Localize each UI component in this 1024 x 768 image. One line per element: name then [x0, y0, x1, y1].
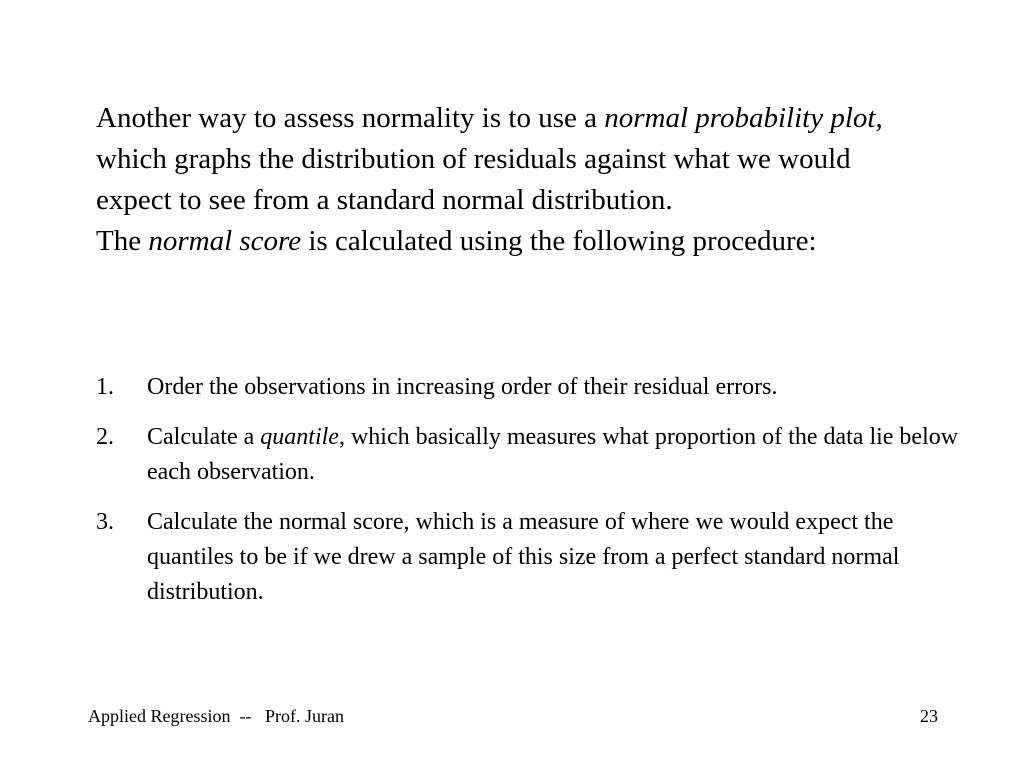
procedure-step-1	[96, 370, 986, 405]
intro-p2-text-b: is calculated using the following procedure:	[301, 225, 817, 257]
step-number: 2.	[96, 424, 114, 450]
intro-paragraph-1	[96, 98, 926, 221]
step-text-a: Calculate a	[147, 424, 261, 450]
footer-page-number: 23	[920, 706, 938, 726]
step-text-b: , which basically measures what proportion of the data lie below each observation.	[147, 424, 959, 485]
intro-p2-text-a: The	[96, 225, 149, 257]
step-text: Order the observations in increasing order of their residual errors.	[147, 374, 778, 400]
footer-course-title: Applied Regression -- Prof. Juran	[88, 706, 344, 726]
term-normal-score: normal score	[148, 225, 302, 257]
procedure-steps-list	[96, 370, 986, 625]
step-text: Calculate the normal score, which is a measure of where we would expect the quantiles to be if we drew a sample of this size from a perfect standard normal distribution.	[147, 509, 900, 605]
intro-paragraph-2	[96, 221, 926, 262]
term-normal-probability-plot: normal probability plot	[604, 102, 876, 134]
step-number: 3.	[96, 509, 114, 535]
intro-p1-text-b: , which graphs the distribution of residuals against what we would expect to see from a standard normal distribution.	[96, 102, 883, 216]
procedure-step-3	[96, 505, 986, 610]
procedure-step-2	[96, 420, 986, 490]
intro-p1-text-a: Another way to assess normality is to use a	[96, 102, 605, 134]
step-number: 1.	[96, 374, 114, 400]
intro-text	[96, 98, 926, 262]
term-quantile: quantile	[260, 424, 339, 450]
